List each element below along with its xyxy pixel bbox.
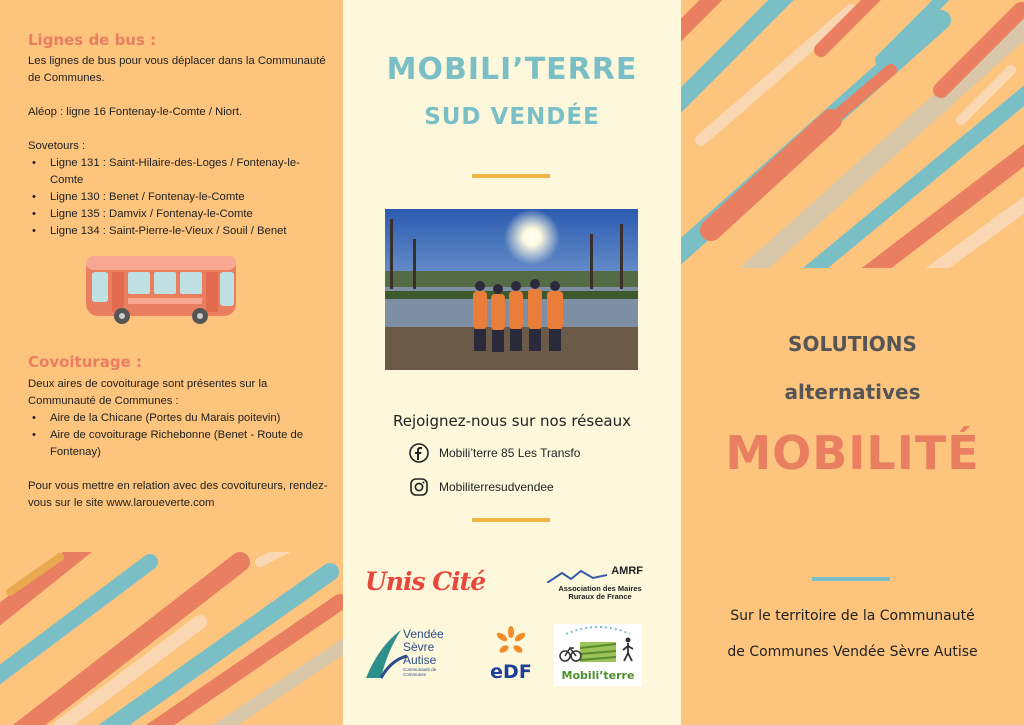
list-item: • Ligne 131 : Saint-Hilaire-des-Loges / Fontenay-le-Comte (28, 155, 328, 189)
mobiliterre-logo (554, 624, 642, 686)
instagram-icon (409, 477, 429, 497)
sovetours-list (28, 155, 328, 240)
carpool-text (28, 376, 328, 512)
decorative-stripes (681, 0, 1024, 268)
decorative-stripes (0, 552, 343, 725)
vsa-line-3: Autise (403, 653, 437, 667)
brand-subtitle: SUD VENDÉE (424, 104, 600, 130)
sovetours-label: Sovetours : (28, 140, 86, 152)
facebook-label: Mobili’terre 85 Les Transfo (439, 446, 581, 460)
middle-panel (343, 0, 681, 725)
vendee-sevre-autise-logo (363, 626, 463, 684)
list-item: • Ligne 134 : Saint-Pierre-le-Vieux / Souil / Benet (28, 223, 328, 240)
brand-title: MOBILI’TERRE (386, 52, 638, 87)
mountain-icon (547, 569, 607, 583)
edf-label: eDF (490, 661, 532, 683)
alternatives-heading: alternatives (784, 380, 921, 404)
instagram-label: Mobiliterresudvendee (439, 480, 554, 494)
divider (812, 577, 890, 581)
amrf-logo (545, 565, 655, 601)
list-item: • Aire de la Chicane (Portes du Marais poitevin) (28, 410, 328, 427)
carpool-outro: Pour vous mettre en relation avec des covoitureurs, rendez-vous sur le site www.laroueverte.com (28, 480, 328, 509)
vsa-sub: Communauté de Communes (403, 667, 437, 677)
bike-and-walker-icon (556, 626, 640, 666)
list-item: • Ligne 130 : Benet / Fontenay-le-Comte (28, 189, 328, 206)
carpool-intro: Deux aires de covoiturage sont présentes sur la Communauté de Communes : (28, 378, 268, 407)
bus-illustration (82, 252, 242, 324)
facebook-icon (409, 443, 429, 463)
amrf-full-1: Association des Maires (558, 584, 642, 593)
facebook-link[interactable] (409, 443, 580, 463)
list-item: • Ligne 135 : Damvix / Fontenay-le-Comte (28, 206, 328, 223)
carpool-list (28, 410, 328, 461)
mobiliterre-label: Mobili’terre (561, 669, 635, 682)
group-photo (385, 209, 638, 370)
bus-lines-heading: Lignes de bus : (28, 31, 157, 49)
territory-line-2: de Communes Vendée Sèvre Autise (727, 644, 978, 660)
bus-lines-text (28, 53, 328, 240)
amrf-short: AMRF (611, 565, 643, 577)
list-item: • Aire de covoiturage Richebonne (Benet - Route de Fontenay) (28, 427, 328, 461)
edf-logo (487, 626, 535, 683)
edf-flower-icon (494, 626, 528, 656)
right-panel (681, 0, 1024, 725)
territory-line-1: Sur le territoire de la Communauté (730, 608, 975, 624)
uniscite-logo: Unis Cité (365, 567, 486, 596)
mobilite-heading: MOBILITÉ (725, 426, 980, 480)
vsa-line-1: Vendée (403, 627, 444, 641)
vsa-line-2: Sèvre (403, 640, 435, 654)
amrf-full-2: Ruraux de France (568, 592, 632, 601)
social-heading: Rejoignez-nous sur nos réseaux (392, 412, 631, 430)
aleop-line: Aléop : ligne 16 Fontenay-le-Comte / Niort. (28, 106, 243, 118)
divider (472, 518, 550, 522)
instagram-link[interactable] (409, 477, 554, 497)
divider (472, 174, 550, 178)
solutions-heading: SOLUTIONS (788, 332, 917, 356)
left-panel (0, 0, 343, 725)
carpool-heading: Covoiturage : (28, 353, 143, 371)
bus-intro: Les lignes de bus pour vous déplacer dans la Communauté de Communes. (28, 55, 326, 84)
